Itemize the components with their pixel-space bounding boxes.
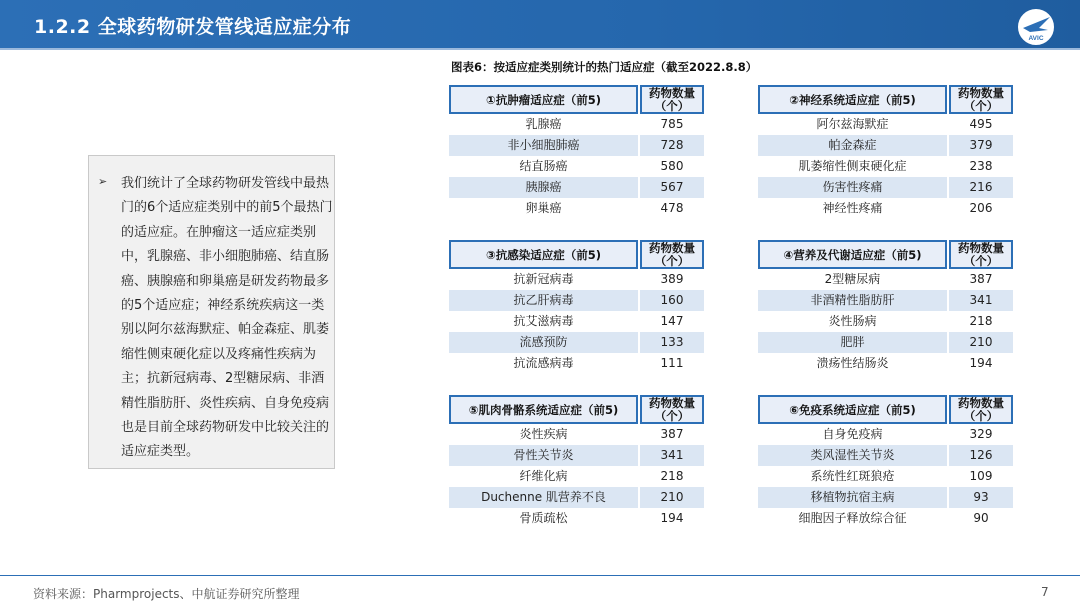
table-row [449,156,704,177]
count-header: 药物数量（个） [949,395,1013,424]
indication-name: 骨性关节炎 [449,445,638,466]
drug-count: 147 [660,314,684,328]
drug-count: 341 [640,445,704,466]
table-title: ③抗感染适应症（前5) [449,240,638,269]
indication-name: 移植物抗宿主病 [758,487,947,508]
footer-divider [0,575,1080,576]
drug-count: 728 [640,135,704,156]
indication-name: 溃疡性结肠炎 [816,356,889,370]
indication-name: 非酒精性脂肪肝 [758,290,947,311]
indication-name: 胰腺癌 [449,177,638,198]
table-title: ②神经系统适应症（前5) [758,85,947,114]
table-row [449,114,704,135]
table-row [758,290,1013,311]
drug-count: 206 [969,201,993,215]
indication-name: 帕金森症 [758,135,947,156]
table-row [449,311,704,332]
table-row [449,177,704,198]
table-row [758,508,1013,529]
indication-name: 类风湿性关节炎 [758,445,947,466]
table-row [449,487,704,508]
indication-name: 非小细胞肺癌 [449,135,638,156]
table-row [758,466,1013,487]
indication-name: 肥胖 [758,332,947,353]
drug-count: 109 [969,469,993,483]
drug-count: 194 [969,356,993,370]
drug-count: 238 [969,159,993,173]
page-number: 7 [1041,585,1049,599]
indication-name: 伤害性疼痛 [758,177,947,198]
drug-count: 329 [969,427,993,441]
drug-count: 210 [640,487,704,508]
table-row [449,290,704,311]
drug-count: 133 [640,332,704,353]
table-title: ①抗肿瘤适应症（前5) [449,85,638,114]
drug-count: 387 [969,272,993,286]
indication-name: 抗新冠病毒 [513,272,574,286]
figure-title: 图表6：按适应症类别统计的热门适应症（截至2022.8.8） [451,60,758,74]
drug-count: 216 [949,177,1013,198]
table-row [449,424,704,445]
indication-name: 肌萎缩性侧束硬化症 [798,159,907,173]
indication-name: 系统性红斑狼疮 [810,469,895,483]
indication-name: 骨质疏松 [519,511,568,525]
drug-count: 785 [660,117,684,131]
drug-count: 341 [949,290,1013,311]
table-row [449,445,704,466]
drug-count: 210 [949,332,1013,353]
indication-name: 炎性肠病 [828,314,877,328]
summary-callout [88,155,335,469]
table-immune [758,395,1013,529]
summary-text: 我们统计了全球药物研发管线中最热门的6个适应症类别中的前5个最热门的适应症。在肿瘤这一适应症类别中，乳腺癌、非小细胞肺癌、结直肠癌、胰腺癌和卵巢癌是研发药物最多的5个适应症；神经系统疾病这一类别以阿尔兹海默症、帕金森症、肌萎缩性侧束硬化症以及疼痛性疾病为主；抗新冠病毒、2型糖尿病、非酒精性脂肪肝、炎性疾病、自身免疫病也是目前全球药物研发中比较关注的适应症类型。 [121,176,333,460]
indication-name: 抗艾滋病毒 [513,314,574,328]
table-row [758,487,1013,508]
table-row [449,269,704,290]
table-row [449,353,704,374]
table-row [758,177,1013,198]
table-row [449,135,704,156]
drug-count: 218 [969,314,993,328]
indication-name: 抗流感病毒 [513,356,574,370]
drug-count: 580 [660,159,684,173]
header-underline [0,48,1080,50]
drug-count: 478 [660,201,684,215]
indication-name: 神经性疼痛 [822,201,883,215]
count-header: 药物数量（个） [949,85,1013,114]
indication-name: 阿尔兹海默症 [816,117,889,131]
table-title: ④营养及代谢适应症（前5) [758,240,947,269]
drug-count: 387 [660,427,684,441]
indication-name: 炎性疾病 [519,427,568,441]
table-row [758,135,1013,156]
table-row [758,353,1013,374]
table-oncology [449,85,704,219]
drug-count: 218 [660,469,684,483]
avic-logo-icon [1017,8,1055,46]
count-header: 药物数量（个） [640,395,704,424]
indication-name: 细胞因子释放综合征 [798,511,907,525]
drug-count: 160 [640,290,704,311]
drug-count: 567 [640,177,704,198]
indication-name: 抗乙肝病毒 [449,290,638,311]
drug-count: 389 [660,272,684,286]
table-row [758,311,1013,332]
table-row [758,198,1013,219]
bullet-arrow-icon: ➢ [98,175,108,188]
indication-name: 流感预防 [449,332,638,353]
table-neurology [758,85,1013,219]
drug-count: 111 [660,356,684,370]
count-header: 药物数量（个） [640,240,704,269]
drug-count: 90 [973,511,989,525]
drug-count: 93 [949,487,1013,508]
indication-name: 卵巢癌 [525,201,562,215]
table-title: ⑥免疫系统适应症（前5) [758,395,947,424]
indication-name: 纤维化病 [519,469,568,483]
table-row [758,156,1013,177]
table-row [449,332,704,353]
drug-count: 495 [969,117,993,131]
page-title: 1.2.2 全球药物研发管线适应症分布 [34,16,352,38]
indication-name: 结直肠癌 [519,159,568,173]
drug-count: 126 [949,445,1013,466]
indication-name: 自身免疫病 [822,427,883,441]
table-row [758,424,1013,445]
table-row [758,332,1013,353]
table-row [758,445,1013,466]
table-musculoskeletal [449,395,704,529]
indication-name: Duchenne 肌营养不良 [449,487,638,508]
table-row [758,114,1013,135]
table-row [758,269,1013,290]
count-header: 药物数量（个） [640,85,704,114]
table-row [449,508,704,529]
drug-count: 379 [949,135,1013,156]
table-metabolic [758,240,1013,374]
indication-name: 乳腺癌 [525,117,562,131]
drug-count: 194 [660,511,684,525]
indication-name: 2型糖尿病 [824,272,881,286]
count-header: 药物数量（个） [949,240,1013,269]
header-bar [0,0,1080,48]
logo-text: AVIC [1028,35,1044,42]
table-row [449,198,704,219]
table-title: ⑤肌肉骨骼系统适应症（前5) [449,395,638,424]
table-row [449,466,704,487]
source-note: 资料来源：Pharmprojects、中航证券研究所整理 [33,587,300,601]
table-anti-infection [449,240,704,374]
